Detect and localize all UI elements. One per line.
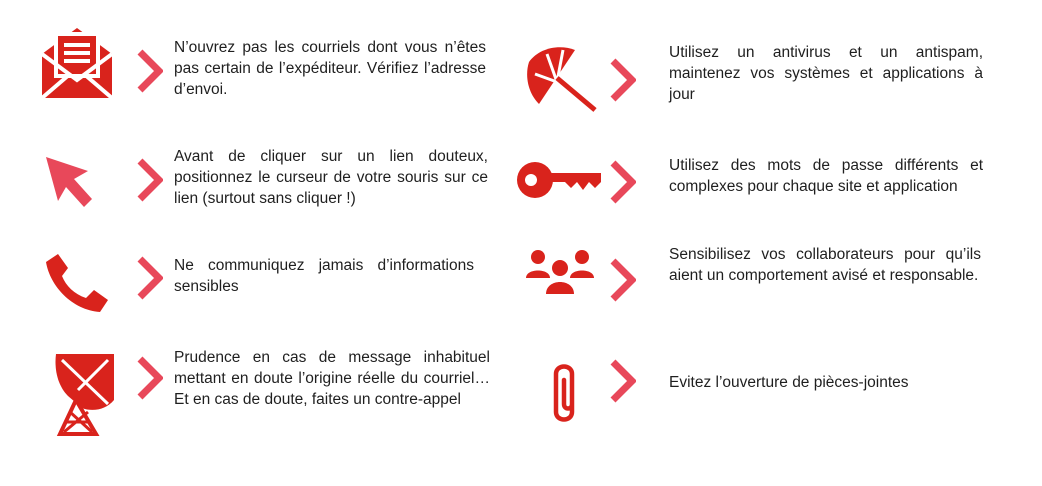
chevron-right-icon [610,258,636,302]
tip-text: Sensibilisez vos collaborateurs pour qu’ils aient un comportement avisé et responsable. [669,246,981,284]
tip-text: Prudence en cas de message inhabituel mettant en doute l’origine réelle du courriel…Et en cas de doute, faites un contre-appel [174,349,490,408]
paperclip-icon [548,360,580,428]
satellite-dish-icon [48,350,118,436]
chevron-right-icon [610,359,636,403]
tip-text: Utilisez un antivirus et un antispam, maintenez vos systèmes et applications à jour [669,44,983,103]
phone-icon [44,252,112,314]
chevron-right-icon [137,256,163,300]
tip-text: N’ouvrez pas les courriels dont vous n’êtes pas certain de l’expéditeur. Vérifiez l’adresse d’envoi. [174,39,486,98]
people-group-icon [524,248,596,296]
umbrella-icon [527,44,599,114]
chevron-right-icon [610,160,636,204]
key-icon [517,160,603,200]
tip-text: Evitez l’ouverture de pièces-jointes [669,374,909,391]
envelope-icon [40,24,114,100]
cursor-arrow-icon [44,155,96,209]
tip-text: Ne communiquez jamais d’informations sensibles [174,257,474,295]
chevron-right-icon [137,158,163,202]
chevron-right-icon [610,58,636,102]
chevron-right-icon [137,49,163,93]
tip-text: Utilisez des mots de passe différents et complexes pour chaque site et application [669,157,983,195]
tip-text: Avant de cliquer sur un lien douteux, positionnez le curseur de votre souris sur ce lien (surtout sans cliquer !) [174,148,488,207]
chevron-right-icon [137,356,163,400]
